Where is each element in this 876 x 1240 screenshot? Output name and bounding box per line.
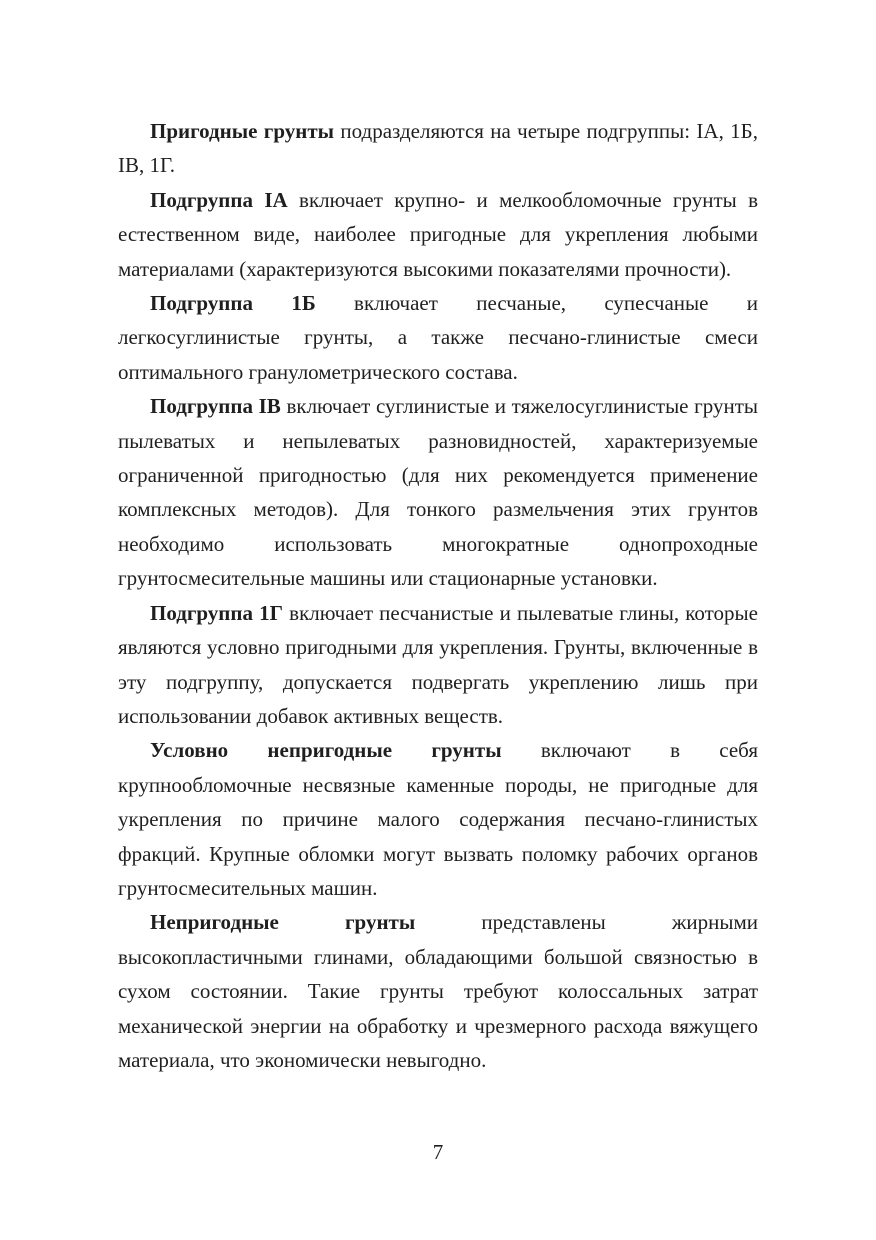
paragraph-text: подразделяются на четыре подгруппы: IA, 1Б, IВ, 1Г. — [118, 119, 758, 178]
paragraph-text: представлены жирными высокопластичными глинами, обладающими большой связностью в сухом состоянии. Такие грунты требуют колоссальных затрат механической энергии на обработку и чрезмерного расхода вяжущего материала, что экономически невыгодно. — [118, 910, 759, 1072]
term-unsuitable-soils: Непригодные грунты — [150, 910, 416, 935]
paragraph-subgroup-iv — [118, 389, 758, 595]
term-subgroup-1g: Подгруппа 1Г — [150, 600, 283, 625]
paragraph-suitable-soils — [118, 114, 758, 183]
paragraph-unsuitable-soils — [118, 905, 758, 1077]
paragraph-text: включает песчанистые и пылеватые глины, которые являются условно пригодными для укрепления. Грунты, включенные в эту подгруппу, допускается подвергать укреплению лишь при использовании добавок активных веществ. — [118, 600, 758, 728]
paragraph-text: включают в себя крупнообломочные несвязные каменные породы, не пригодные для укрепления по причине малого содержания песчано-глинистых фракций. Крупные обломки могут вызвать поломку рабочих органов грунтосмесительных машин. — [118, 738, 759, 900]
paragraph-conditionally-unsuitable — [118, 733, 758, 905]
term-conditionally-unsuitable: Условно непригодные грунты — [150, 738, 502, 763]
term-subgroup-ia: Подгруппа IA — [150, 187, 288, 212]
paragraph-text: включает песчаные, супесчаные и легкосуглинистые грунты, а также песчано-глинистые смеси оптимального гранулометрического состава. — [118, 291, 759, 384]
paragraph-subgroup-1g — [118, 596, 758, 734]
term-subgroup-1b: Подгруппа 1Б — [150, 291, 316, 316]
page-number: 7 — [432, 1140, 444, 1164]
term-subgroup-iv: Подгруппа IВ — [150, 394, 281, 419]
paragraph-text: включает крупно- и мелкообломочные грунты в естественном виде, наиболее пригодные для укрепления любыми материалами (характеризуются высокими показателями прочности). — [118, 187, 758, 281]
page-body — [118, 114, 758, 1077]
paragraph-subgroup-ia — [118, 183, 758, 286]
term-suitable-soils: Пригодные грунты — [150, 119, 335, 143]
paragraph-text: включает суглинистые и тяжелосуглинистые грунты пылеватых и непылеватых разновидностей, характеризуемые ограниченной пригодностью (для них рекомендуется применение комплексных методов). Для тонкого размельчения этих грунтов необходимо использовать многократные однопроходные грунтосмесительные машины или стационарные установки. — [118, 394, 758, 591]
paragraph-subgroup-1b — [118, 286, 758, 389]
